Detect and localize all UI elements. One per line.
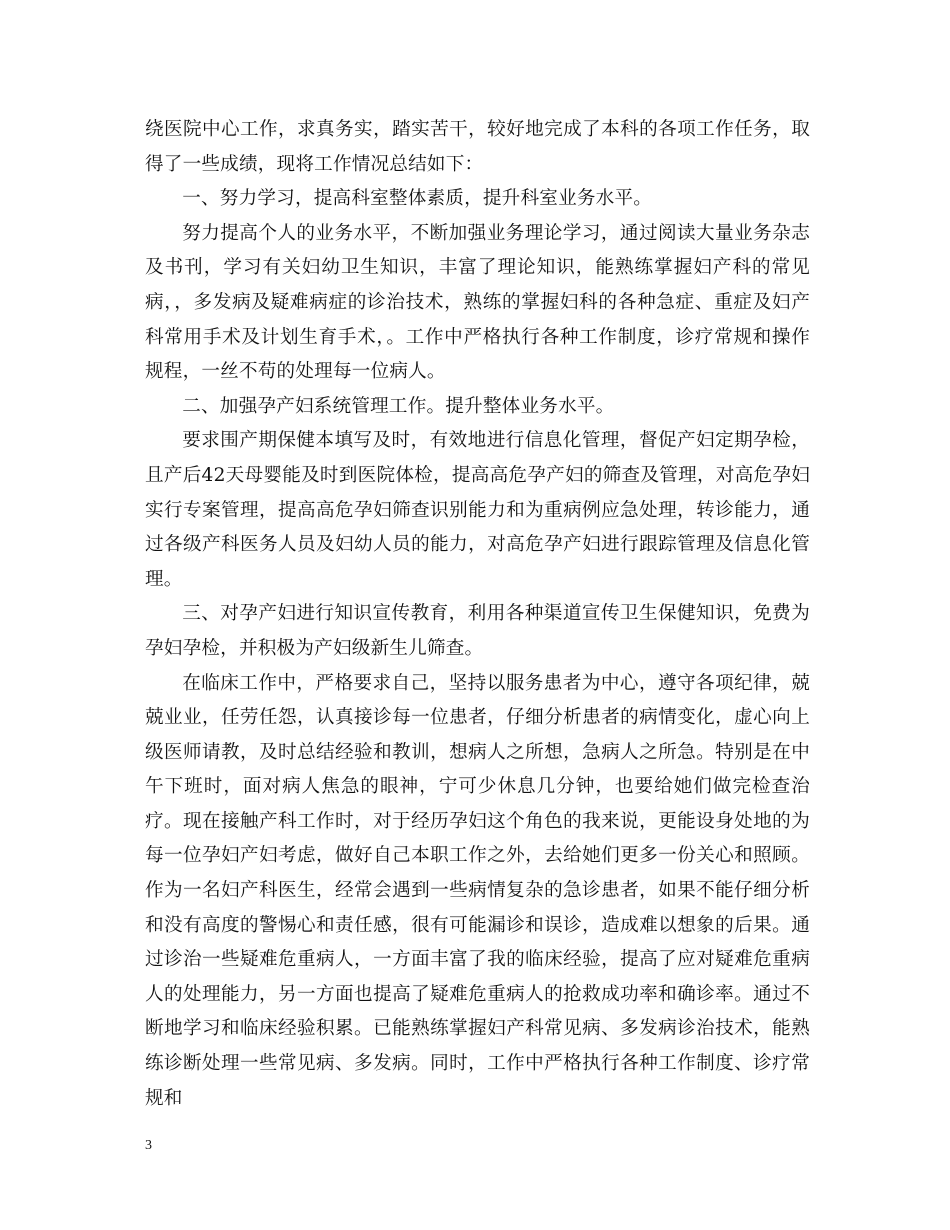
section-heading-1: 一、努力学习，提高科室整体素质，提升科室业务水平。 bbox=[182, 188, 653, 210]
document-body bbox=[145, 113, 810, 1116]
paragraph-intro: 绕医院中心工作，求真务实，踏实苦干，较好地完成了本科的各项工作任务，取得了一些成绩，现将工作情况总结如下： bbox=[145, 119, 810, 175]
section-heading-2: 二、加强孕产妇系统管理工作。提升整体业务水平。 bbox=[182, 395, 615, 417]
paragraph-clinical: 在临床工作中，严格要求自己，坚持以服务患者为中心，遵守各项纪律，兢兢业业，任劳任怨，认真接诊每一位患者，仔细分析患者的病情变化，虚心向上级医师请教，及时总结经验和教训，想病人之所想，急病人之所急。特别是在中午下班时，面对病人焦急的眼神，宁可少休息几分钟，也要给她们做完检查治疗。现在接触产科工作时，对于经历孕妇这个角色的我来说，更能设身处地的为每一位孕妇产妇考虑，做好自己本职工作之外，去给她们更多一份关心和照顾。作为一名妇产科医生，经常会遇到一些病情复杂的急诊患者，如果不能仔细分析和没有高度的警惕心和责任感，很有可能漏诊和误诊，造成难以想象的后果。通过诊治一些疑难危重病人，一方面丰富了我的临床经验，提高了应对疑难危重病人的处理能力，另一方面也提高了疑难危重病人的抢救成功率和确诊率。通过不断地学习和临床经验积累。已能熟练掌握妇产科常见病、多发病诊治技术，能熟练诊断处理一些常见病、多发病。同时，工作中严格执行各种工作制度、诊疗常规和 bbox=[145, 672, 810, 1109]
paragraph-management: 要求围产期保健本填写及时，有效地进行信息化管理，督促产妇定期孕检，且产后42天母婴能及时到医院体检，提高高危孕产妇的筛查及管理，对高危孕妇实行专案管理，提高高危孕妇筛查识别能力和为重病例应急处理，转诊能力，通过各级产科医务人员及妇幼人员的能力，对高危孕产妇进行跟踪管理及信息化管理。 bbox=[145, 430, 810, 590]
paragraph-study: 努力提高个人的业务水平，不断加强业务理论学习，通过阅读大量业务杂志及书刊，学习有关妇幼卫生知识，丰富了理论知识，能熟练掌握妇产科的常见病，，多发病及疑难病症的诊治技术，熟练的掌握妇科的各种急症、重症及妇产科常用手术及计划生育手术，。工作中严格执行各种工作制度，诊疗常规和操作规程，一丝不苟的处理每一位病人。 bbox=[145, 222, 810, 383]
page-number: 3 bbox=[145, 1138, 152, 1153]
section-heading-3: 三、对孕产妇进行知识宣传教育，利用各种渠道宣传卫生保健知识，免费为孕妇孕检，并积极为产妇级新生儿筛查。 bbox=[145, 603, 810, 659]
